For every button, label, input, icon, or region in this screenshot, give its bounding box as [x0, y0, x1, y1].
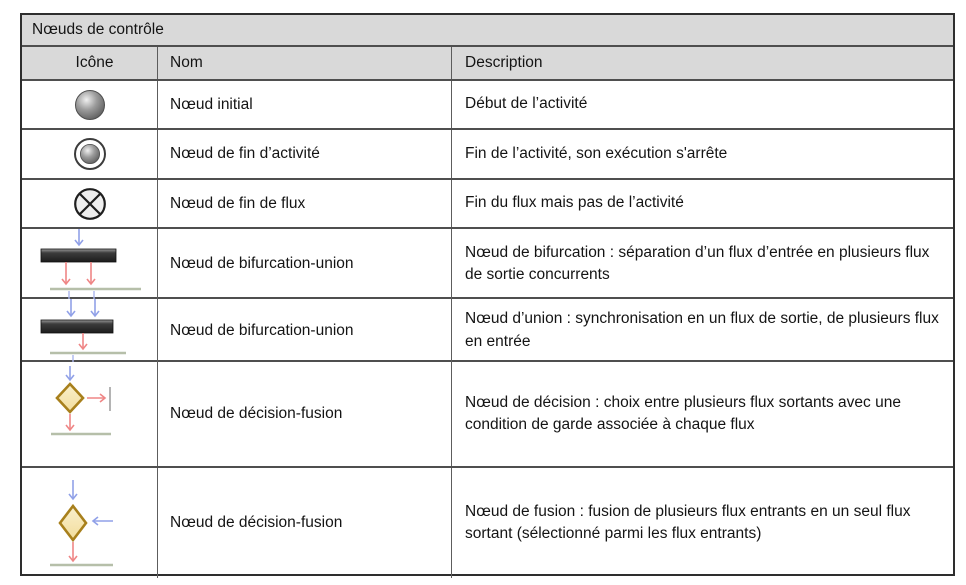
column-header-description: Description [452, 47, 953, 79]
flow-final-node-icon [72, 186, 108, 222]
node-name: Nœud de bifurcation-union [158, 299, 452, 362]
table-row [22, 79, 953, 128]
decision-node-icon [30, 364, 150, 464]
node-description: Fin du flux mais pas de l’activité [465, 194, 684, 212]
icon-cell [22, 180, 158, 227]
node-name: Nœud de bifurcation-union [158, 229, 452, 299]
activity-final-node-icon [72, 136, 108, 172]
icon-cell [22, 362, 158, 466]
column-header-name: Nom [158, 47, 452, 79]
node-name: Nœud de fin d’activité [158, 130, 452, 178]
table-row [22, 227, 953, 297]
fork-node-icon [30, 229, 150, 299]
table-row [22, 128, 953, 178]
table-row [22, 360, 953, 466]
node-description: Fin de l’activité, son exécution s'arrête [465, 144, 728, 162]
control-nodes-table [20, 13, 955, 576]
join-node-icon [30, 299, 150, 362]
node-name: Nœud de décision-fusion [158, 362, 452, 466]
column-header-icon: Icône [22, 47, 158, 79]
node-description: Nœud d’union : synchronisation en un flux de sortie, de plusieurs flux en entrée [465, 310, 939, 350]
node-description: Nœud de décision : choix entre plusieurs flux sortants avec une condition de garde associée à chaque flux [465, 393, 901, 433]
node-description: Nœud de fusion : fusion de plusieurs flux entrants en un seul flux sortant (sélectionné parmi les flux entrants) [465, 502, 911, 542]
table-header-row [22, 45, 953, 79]
initial-node-icon [73, 88, 107, 122]
table-row [22, 178, 953, 227]
merge-node-icon [30, 468, 150, 578]
table-row [22, 297, 953, 360]
icon-cell [22, 130, 158, 178]
node-name: Nœud initial [158, 81, 452, 128]
table-title: Nœuds de contrôle [22, 15, 953, 45]
icon-cell [22, 81, 158, 128]
node-name: Nœud de décision-fusion [158, 468, 452, 578]
node-description: Nœud de bifurcation : séparation d’un flux d’entrée en plusieurs flux de sortie concurrents [465, 243, 930, 283]
icon-cell [22, 299, 158, 362]
node-description: Début de l’activité [465, 95, 588, 113]
icon-cell [22, 229, 158, 299]
icon-cell [22, 468, 158, 578]
node-name: Nœud de fin de flux [158, 180, 452, 227]
table-row [22, 466, 953, 574]
